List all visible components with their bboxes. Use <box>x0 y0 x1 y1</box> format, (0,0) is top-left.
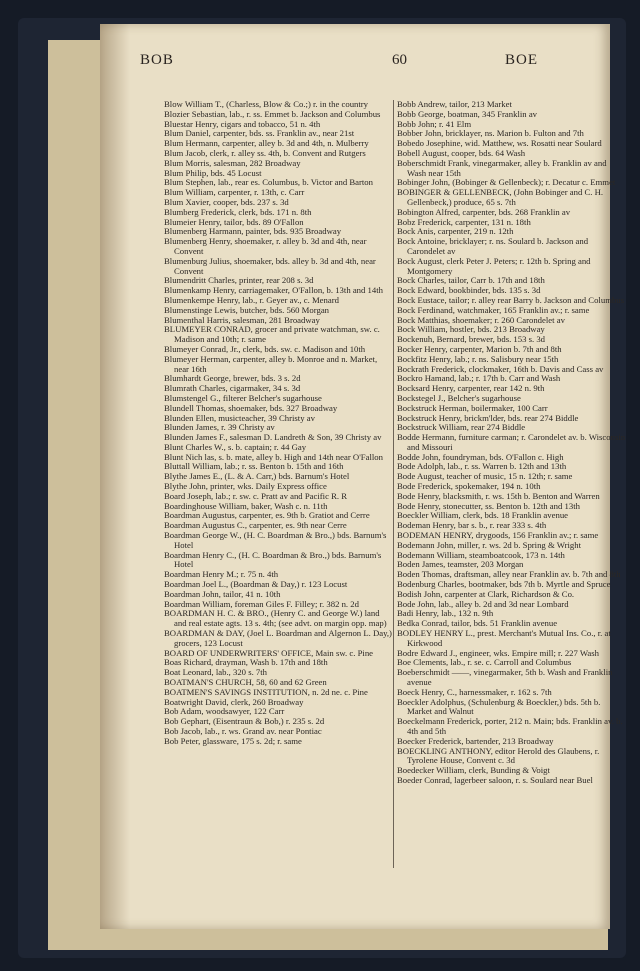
directory-entry: Blumeyer Herman, carpenter, alley b. Monroe and n. Market, near 16th <box>164 353 378 374</box>
directory-entry: Bode Adolph, lab., r. ss. Warren b. 12th and 13th <box>397 461 567 472</box>
directory-entry: Blum Jacob, clerk, r. alley ss. 4th, b. Convent and Rutgers <box>164 147 366 158</box>
directory-entry: Bodeman Henry, bar s. b., r. rear 333 s. 4th <box>397 520 547 531</box>
directory-entry: Bock Edward, bookbinder, bds. 135 s. 3d <box>397 285 541 296</box>
directory-entry: Blum Stephen, lab., rear es. Columbus, b. Victor and Barton <box>164 177 373 188</box>
directory-entry: Boeckelmann Frederick, porter, 212 n. Main; bds. Franklin av. b. 4th and 5th <box>397 716 623 736</box>
directory-entry: Bockro Hamand, lab.; r. 17th b. Carr and Wash <box>397 373 561 384</box>
directory-entry: Bock Eustace, tailor; r. alley rear Barry b. Jackson and Columbus <box>397 294 625 305</box>
directory-entry: BOARDMAN & DAY, (Joel L. Boardman and Algernon L. Day,) grocers, 123 Locust <box>164 628 392 648</box>
directory-entry: Bockstruck Herman, boilermaker, 100 Carr <box>397 402 548 413</box>
directory-entry: Blumberg Frederick, clerk, bds. 171 n. 8th <box>164 206 312 217</box>
directory-entry: Blunt Charles W., s. b. captain; r. 44 Gay <box>164 441 307 452</box>
directory-entry: BOARD OF UNDERWRITERS' OFFICE, Main sw. c. Pine <box>164 647 374 658</box>
directory-entry: Bobz Frederick, carpenter, 131 n. 18th <box>397 216 531 227</box>
directory-entry: Board Joseph, lab.; r. sw. c. Pratt av and Pacific R. R <box>164 490 348 501</box>
directory-entry: Blumenburg Julius, shoemaker, bds. alley b. 3d and 4th, near Convent <box>164 255 376 276</box>
directory-entry: Blunden James F., salesman D. Landreth & Son, 39 Christy av <box>164 432 382 443</box>
directory-entry: Blumenthal Harris, salesman, 281 Broadway <box>164 314 320 325</box>
directory-entry: Bock Charles, tailor, Carr b. 17th and 18th <box>397 275 545 286</box>
directory-entry: Bockstruck Henry, brickm'lder, bds. rear 274 Biddle <box>397 412 579 423</box>
directory-entry: Bob Peter, glassware, 175 s. 2d; r. same <box>164 735 302 746</box>
directory-entry: Blunt Nich las, s. b. mate, alley b. High and 14th near O'Fallon <box>164 451 383 462</box>
directory-entry: Bockrath Frederick, clockmaker, 16th b. Davis and Cass av <box>397 363 604 374</box>
directory-entry: Blumenkempe Henry, lab., r. Geyer av., c. Menard <box>164 294 339 305</box>
directory-entry: Bedka Conrad, tailor, bds. 51 Franklin avenue <box>397 618 558 629</box>
directory-entry: Bock Anis, carpenter, 219 n. 12th <box>397 226 514 237</box>
directory-entry: Blum Philip, bds. 45 Locust <box>164 167 262 178</box>
directory-entry: Boedecker William, clerk, Bunding & Voigt <box>397 765 550 776</box>
directory-entry: Bodde Hermann, furniture carman; r. Carondelet av. b. Wisconsin and Missouri <box>397 432 626 452</box>
directory-entry: Bockstruck William, rear 274 Biddle <box>397 422 526 433</box>
directory-entry: BODLEY HENRY L., prest. Merchant's Mutual Ins. Co., r. at Kirkwood <box>397 628 611 648</box>
directory-entry: Bobb Andrew, tailor, 213 Market <box>397 100 512 109</box>
directory-entry: Bluttall William, lab.; r. ss. Benton b. 15th and 16th <box>164 461 344 472</box>
directory-entry: Boardman Augustus C., carpenter, es. 9th near Cerre <box>164 520 347 531</box>
directory-entry: Blumenberg Henry, shoemaker, r. alley b. 3d and 4th, near Convent <box>164 236 367 256</box>
directory-entry: Boardman Henry C., (H. C. Boardman & Bro.,) bds. Barnum's Hotel <box>164 549 382 570</box>
directory-entry: Boatwright David, clerk, 260 Broadway <box>164 696 304 707</box>
directory-entry: Boardman Henry M.; r. 75 n. 4th <box>164 569 279 580</box>
directory-entry: BLUMEYER CONRAD, grocer and private watchman, sw. c. Madison and 10th; r. same <box>164 324 380 345</box>
directory-entry: Blum Xavier, cooper, bds. 237 s. 3d <box>164 196 289 207</box>
directory-entry: Bock Ferdinand, watchmaker, 165 Franklin av.; r. same <box>397 304 590 315</box>
directory-entry: Boardman John, tailor, 41 n. 10th <box>164 588 281 599</box>
directory-entry: Badi Henry, lab., 132 n. 9th <box>397 608 494 619</box>
directory-entry: Blum Hermann, carpenter, alley b. 3d and 4th, n. Mulberry <box>164 138 369 149</box>
running-header <box>140 52 560 72</box>
directory-entry: Boardman Augustus, carpenter, es. 9th b. Gratiot and Cerre <box>164 510 370 521</box>
directory-entry: Boeckler William, clerk, bds. 18 Franklin avenue <box>397 510 569 521</box>
directory-entry: Boden Thomas, draftsman, alley near Franklin av. b. 7th and 8th <box>397 569 621 580</box>
directory-entry: Boberschmidt Frank, vinegarmaker, alley b. Franklin av and Wash near 15th <box>397 157 607 178</box>
directory-entry: Bobb John; r. 41 Elm <box>397 118 472 129</box>
directory-entry: Blumendritt Charles, printer, rear 208 s. 3d <box>164 275 314 286</box>
directory-entry: Blunden James, r. 39 Christy av <box>164 422 275 433</box>
header-right-guide-word: BOE <box>505 52 538 68</box>
directory-entry: Bob Jacob, lab., r. ws. Grand av. near Pontiac <box>164 726 322 736</box>
directory-entry: Blythe John, printer, wks. Daily Express office <box>164 481 327 492</box>
directory-entry: BOBINGER & GELLENBECK, (John Bobinger and C. H. Gellenbeck,) produce, 65 s. 7th <box>397 187 604 207</box>
directory-entry: BOATMAN'S CHURCH, 58, 60 and 62 Green <box>164 677 327 688</box>
directory-entry: Blythe James E., (L. & A. Carr,) bds. Barnum's Hotel <box>164 471 350 482</box>
directory-entry: Bobinger John, (Bobinger & Gellenbeck); r. Decatur c. Emmet <box>397 177 616 188</box>
directory-entry: Bockstegel J., Belcher's sugarhouse <box>397 392 521 403</box>
directory-entry: Boeck Henry, C., harnessmaker, r. 162 s. 7th <box>397 686 552 697</box>
right-column <box>397 100 627 870</box>
directory-entry: Boeberschmidt ——, vinegarmaker, 5th b. Wash and Franklin avenue <box>397 667 613 688</box>
directory-entry: Boden James, teamster, 203 Morgan <box>397 559 524 570</box>
directory-entry: Bockenuh, Bernard, brewer, bds. 153 s. 3d <box>397 334 546 345</box>
directory-entry: Bockfitz Henry, lab.; r. ns. Salisbury near 15th <box>397 353 559 364</box>
directory-entry: Bobedo Josephine, wid. Matthew, ws. Rosatti near Soulard <box>397 138 602 149</box>
gutter-shadow <box>100 24 130 929</box>
directory-entry: Blozier Sebastian, lab., r. ss. Emmet b. Jackson and Columbus <box>164 108 381 119</box>
header-left-guide-word: BOB <box>140 52 174 68</box>
directory-entry: Blumeier Henry, tailor, bds. 89 O'Fallon <box>164 216 304 227</box>
directory-entry: Boecker Frederick, bartender, 213 Broadway <box>397 735 554 746</box>
directory-entry: Bock Matthias, shoemaker; r. 260 Carondelet av <box>397 314 565 325</box>
directory-entry: Blundell Thomas, shoemaker, bds. 327 Broadway <box>164 402 338 413</box>
directory-entry: Bodemann William, steamboatcook, 173 n. 14th <box>397 549 565 560</box>
directory-entry: Bocksard Henry, carpenter, rear 142 n. 9th <box>397 383 545 394</box>
directory-entry: Blumhardt George, brewer, bds. 3 s. 2d <box>164 373 301 384</box>
directory-entry: Bode Henry, blacksmith, r. ws. 15th b. Benton and Warren <box>397 490 600 501</box>
directory-entry: Bodemann John, miller, r. ws. 2d b. Spring & Wright <box>397 539 581 550</box>
left-column <box>164 100 392 870</box>
directory-entry: Bodish John, carpenter at Clark, Richardson & Co. <box>397 588 575 599</box>
directory-entry: Blumstengel G., filterer Belcher's sugarhouse <box>164 392 322 403</box>
directory-entry: Blumeyer Conrad, Jr., clerk, bds. sw. c. Madison and 10th <box>164 343 366 354</box>
directory-entry: Bock William, hostler, bds. 213 Broadway <box>397 324 545 335</box>
directory-entry: Blumenkamp Henry, carriagemaker, O'Fallon, b. 13th and 14th <box>164 285 383 296</box>
directory-entry: BOECKLING ANTHONY, editor Herold des Glaubens, r. Tyrolene House, Convent c. 3d <box>397 745 600 766</box>
directory-entry: Boardman William, foreman Giles F. Filley; r. 382 n. 2d <box>164 598 359 609</box>
directory-entry: Bobington Alfred, carpenter, bds. 268 Franklin av <box>397 206 571 217</box>
directory-entry: Blumrath Charles, cigarmaker, 34 s. 3d <box>164 383 301 394</box>
directory-columns <box>164 100 627 870</box>
directory-entry: Blum William, carpenter, r. 13th, c. Carr <box>164 187 305 198</box>
directory-entry: Boardman Joel L., (Boardman & Day,) r. 123 Locust <box>164 579 348 590</box>
directory-entry: Bodde John, foundryman, bds. O'Fallon c. High <box>397 451 564 462</box>
directory-entry: Bodenburg Charles, bootmaker, bds 7th b. Myrtle and Spruce <box>397 579 611 590</box>
directory-entry: Bock Antoine, bricklayer; r. ns. Soulard b. Jackson and Carondelet av <box>397 236 589 256</box>
directory-entry: Bodre Edward J., engineer, wks. Empire mill; r. 227 Wash <box>397 647 599 658</box>
directory-entry: Boas Richard, drayman, Wash b. 17th and 18th <box>164 657 328 668</box>
directory-entry: BOARDMAN H. C. & BRO., (Henry C. and George W.) land and real estate agts. 13 s. 4th; (see advt. on margin opp. map) <box>164 608 387 629</box>
directory-entry: BOATMEN'S SAVINGS INSTITUTION, n. 2d ne. c. Pine <box>164 686 368 697</box>
directory-entry: Blum Daniel, carpenter, bds. ss. Franklin av., near 21st <box>164 128 355 139</box>
directory-entry: Bobb George, boatman, 345 Franklin av <box>397 108 538 119</box>
directory-entry: Bocker Henry, carpenter, Marion b. 7th and 8th <box>397 343 562 354</box>
directory-entry: Blunden Ellen, musicteacher, 39 Christy av <box>164 412 315 423</box>
directory-entry: Boardinghouse William, baker, Wash c. n. 11th <box>164 500 328 511</box>
directory-entry: Bob Gephart, (Eisentraun & Bob,) r. 235 s. 2d <box>164 716 325 727</box>
directory-entry: Bode August, teacher of music, 15 n. 12th; r. same <box>397 471 573 482</box>
directory-entry: Bluestar Henry, cigars and tobacco, 51 n. 4th <box>164 118 321 129</box>
directory-entry: BODEMAN HENRY, drygoods, 156 Franklin av.; r. same <box>397 530 599 541</box>
directory-entry: Bode Frederick, spokemaker, 194 n. 10th <box>397 481 541 492</box>
directory-entry: Boardman George W., (H. C. Boardman & Bro.,) bds. Barnum's Hotel <box>164 530 387 550</box>
directory-entry: Bobell August, cooper, bds. 64 Wash <box>397 147 526 158</box>
directory-entry: Bode Henry, stonecutter, ss. Benton b. 12th and 13th <box>397 500 580 511</box>
directory-entry: Blum Morris, salesman, 282 Broadway <box>164 157 301 168</box>
directory-entry: Boeder Conrad, lagerbeer saloon, r. s. Soulard near Buel <box>397 774 593 785</box>
directory-entry: Boeckler Adolphus, (Schulenburg & Boeckler,) bds. 5th b. Market and Walnut <box>397 696 601 717</box>
directory-entry: Blow William T., (Charless, Blow & Co.;) r. in the country <box>164 100 369 109</box>
directory-entry: Bock August, clerk Peter J. Peters; r. 12th b. Spring and Montgomery <box>397 255 591 276</box>
directory-entry: Bob Adam, woodsawyer, 122 Carr <box>164 706 285 717</box>
directory-entry: Boat Leonard, lab., 320 s. 7th <box>164 667 268 678</box>
directory-entry: Boe Clements, lab., r. se. c. Carroll and Columbus <box>397 657 572 668</box>
directory-entry: Blumenberg Harmann, painter, bds. 935 Broadway <box>164 226 342 237</box>
directory-entry: Blumenstinge Lewis, butcher, bds. 560 Morgan <box>164 304 330 315</box>
page-number: 60 <box>392 52 407 68</box>
directory-entry: Bobber John, bricklayer, ns. Marion b. Fulton and 7th <box>397 128 584 139</box>
directory-entry: Bode John, lab., alley b. 2d and 3d near Lombard <box>397 598 569 609</box>
